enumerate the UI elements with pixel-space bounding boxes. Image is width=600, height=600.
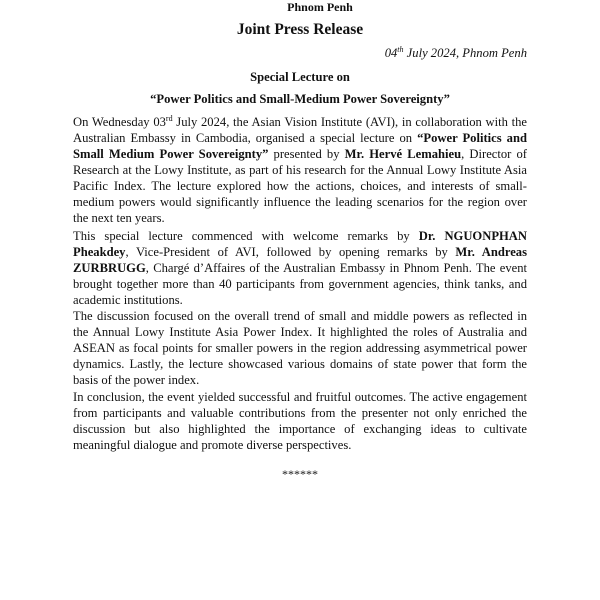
date-day: 04 xyxy=(384,46,398,60)
date-suffix: th xyxy=(397,44,404,54)
date-rest: July 2024, Phnom Penh xyxy=(403,46,527,60)
paragraph-4: In conclusion, the event yielded successful and fruitful outcomes. The active engagement from participants and valuable contributions from the presenter not only enriched the discussion but also highlighted the importance of exchanging ideas to cultivate meaningful dialogue and promote diverse perspectives. xyxy=(73,390,527,452)
charge-name: Mr. Andreas ZURBRUGG xyxy=(73,245,527,275)
text: , Chargé d’Affaires of the Australian Embassy in Phnom Penh. The event brought together more than 40 participants from government agencies, think tanks, and academic institutions. xyxy=(73,261,527,307)
release-date xyxy=(385,46,527,61)
subtitle-line-2: “Power Politics and Small-Medium Power Sovereignty” xyxy=(150,92,450,106)
speaker-name: Mr. Hervé Lemahieu xyxy=(344,147,462,161)
text: , Director of Research at the Lowy Institute, as part of his research for the Annual Lowy Institute Asia Pacific Index. The lecture explored how the actions, choices, and interests of small-medium powers would significantly influence the leading scenarios for the region over the next ten years. xyxy=(73,147,527,225)
paragraph-3: The discussion focused on the overall trend of small and middle powers as reflected in the Annual Lowy Institute Asia Power Index. It highlighted the roles of Australia and ASEAN as focal points for smaller powers in the region addressing asymmetrical power dynamics. Lastly, the lecture showcased various domains of state power that form the basis of the power index. xyxy=(73,309,527,387)
text: , Vice-President of AVI, followed by opening remarks by xyxy=(125,245,456,259)
paragraph-1 xyxy=(73,114,527,226)
end-mark: ****** xyxy=(282,467,318,481)
paragraph-2 xyxy=(73,228,527,308)
text: On Wednesday 03 xyxy=(73,115,166,129)
lecture-title: “Power Politics and Small Medium Power Sovereignty” xyxy=(73,131,527,161)
text: presented by xyxy=(268,147,345,161)
ordinal-suffix: rd xyxy=(165,113,173,123)
text: This special lecture commenced with welcome remarks by xyxy=(73,229,419,243)
subtitle-line-1: Special Lecture on xyxy=(250,70,350,84)
text: July 2024, the Asian Vision Institute (AVI), in collaboration with the Australian Embassy in Cambodia, organised a special lecture on xyxy=(73,115,527,145)
document-title: Joint Press Release xyxy=(236,21,364,38)
header-city: Phnom Penh xyxy=(287,0,353,14)
vp-name: Dr. NGUONPHAN Pheakdey xyxy=(73,229,527,259)
